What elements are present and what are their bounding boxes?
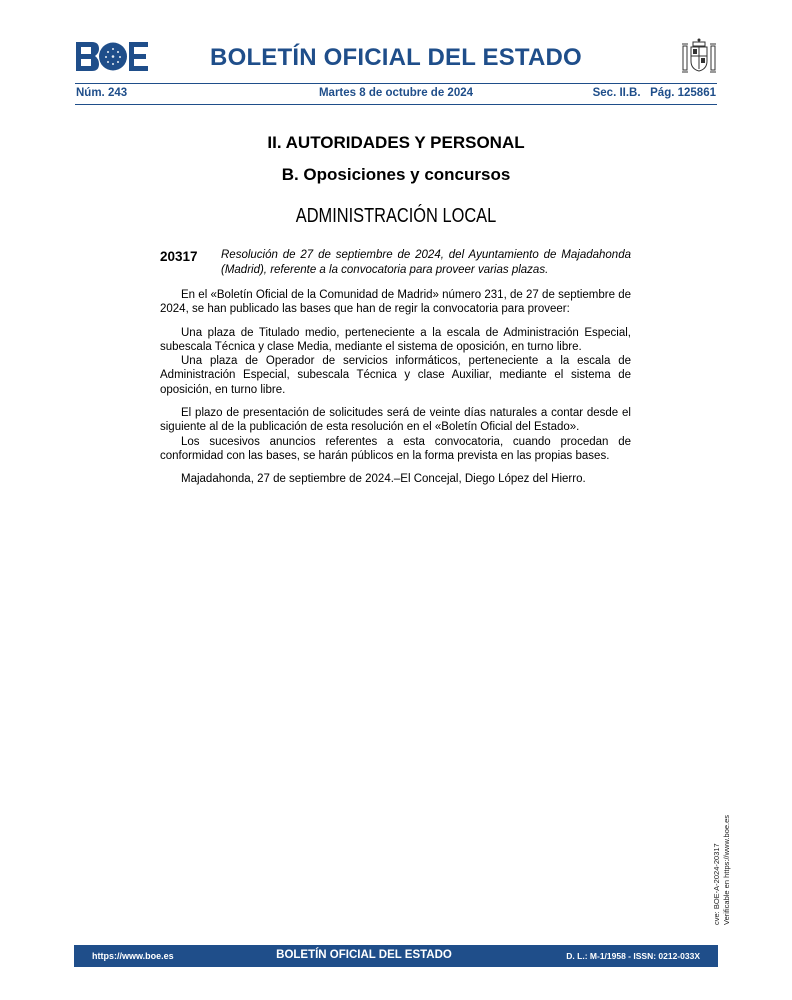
signature: Majadahonda, 27 de septiembre de 2024.–El Concejal, Diego López del Hierro. [181,473,586,486]
administration-heading: ADMINISTRACIÓN LOCAL [295,205,497,227]
document-title: Resolución de 27 de septiembre de 2024, del Ayuntamiento de Majadahonda (Madrid), referente a la convocatoria para proveer varias plazas. [221,249,631,276]
header-rule-bottom [75,104,717,105]
paragraph: El plazo de presentación de solicitudes será de veinte días naturales a contar desde el siguiente al de la publicación de esta resolución en el «Boletín Oficial del Estado». [160,407,631,434]
section-heading: II. AUTORIDADES Y PERSONAL [267,133,525,152]
footer-legal: D. L.: M-1/1958 - ISSN: 0212-033X [566,951,700,961]
footer-url-link[interactable]: https://www.boe.es [92,951,174,961]
issue-date: Martes 8 de octubre de 2024 [318,87,474,99]
header-rule-top [75,83,717,84]
verify-link[interactable]: Verificable en https://www.boe.es [722,814,731,925]
cve-code: cve: BOE-A-2024-20317 [712,843,721,925]
footer-bar [74,945,718,967]
document-number: 20317 [160,249,198,264]
paragraph: Una plaza de Operador de servicios informáticos, perteneciente a la escala de Administración Especial, subescala Técnica y clase Auxiliar, mediante el sistema de oposición, en turno libre. [160,355,631,396]
section-page: Sec. II.B. Pág. 125861 [592,87,716,99]
footer-title: BOLETÍN OFICIAL DEL ESTADO [276,949,452,961]
paragraph: Los sucesivos anuncios referentes a esta convocatoria, cuando procedan de conformidad con las bases, se harán públicos en la forma prevista en las propias bases. [160,435,631,462]
paragraph: Una plaza de Titulado medio, perteneciente a la escala de Administración Especial, subescala Técnica y clase Media, mediante el sistema de oposición, en turno libre. [160,326,631,353]
boe-logo [76,42,148,71]
subsection-heading: B. Oposiciones y concursos [281,165,511,184]
verification-note [712,765,732,925]
issue-number: Núm. 243 [76,87,128,99]
bulletin-title: BOLETÍN OFICIAL DEL ESTADO [210,44,582,71]
document-body [160,288,631,487]
coat-of-arms-icon [681,38,717,76]
paragraph: En el «Boletín Oficial de la Comunidad de Madrid» número 231, de 27 de septiembre de 2024, se han publicado las bases que han de regir la convocatoria para proveer: [160,289,631,316]
